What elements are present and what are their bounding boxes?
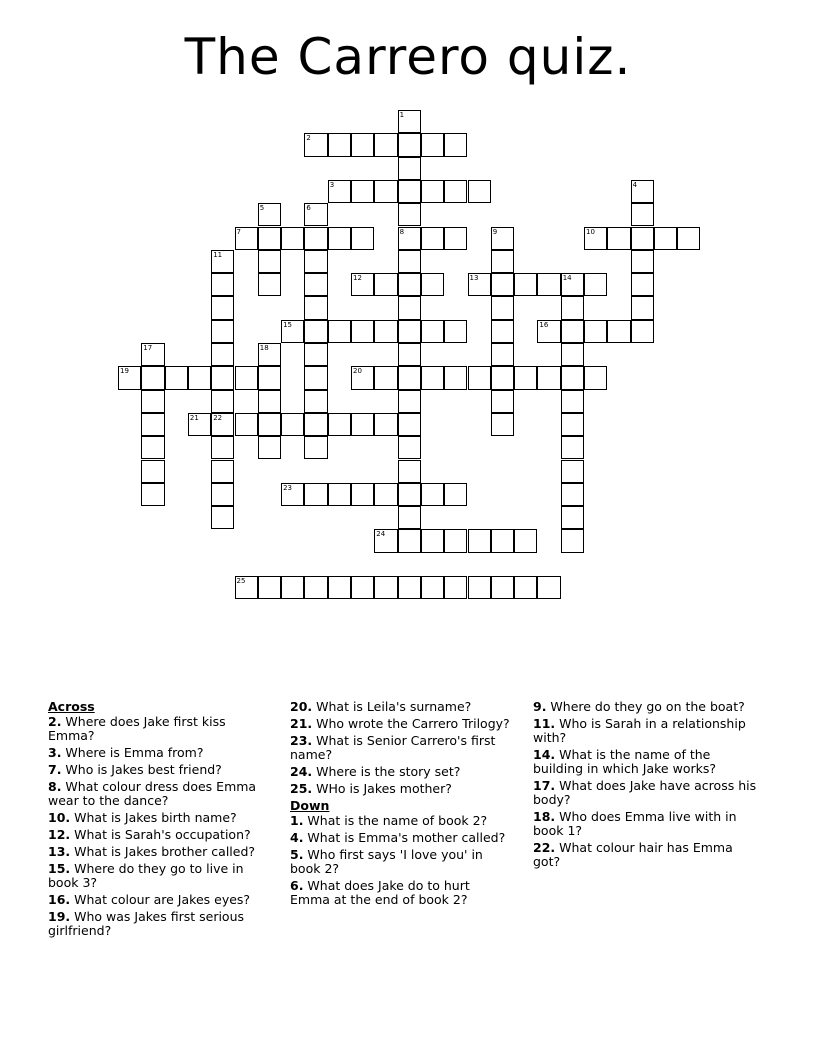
clue-number-label: 22. <box>533 840 556 855</box>
clue-text: What is Jakes brother called? <box>70 844 256 859</box>
clue-number-label: 1. <box>290 813 304 828</box>
clue-item <box>290 765 512 779</box>
grid-cell[interactable] <box>537 273 560 296</box>
page-title: The Carrero quiz. <box>184 28 632 86</box>
grid-cell[interactable] <box>584 273 607 296</box>
clue-number-label: 7. <box>48 762 62 777</box>
grid-cell[interactable] <box>304 413 327 436</box>
clue-text: Where does Jake first kiss Emma? <box>48 714 226 743</box>
grid-cell[interactable] <box>351 413 374 436</box>
grid-cell[interactable] <box>398 390 421 413</box>
grid-cell[interactable] <box>304 343 327 366</box>
grid-cell[interactable] <box>631 320 654 343</box>
grid-cell[interactable] <box>421 483 444 506</box>
clue-item <box>290 700 512 714</box>
grid-cell[interactable] <box>211 273 234 296</box>
grid-cell[interactable] <box>584 227 607 250</box>
grid-cell[interactable] <box>561 460 584 483</box>
grid-cell[interactable] <box>561 413 584 436</box>
grid-cell[interactable] <box>398 413 421 436</box>
grid-cell[interactable] <box>561 506 584 529</box>
clue-item <box>48 845 273 859</box>
grid-cell[interactable] <box>631 227 654 250</box>
grid-cell[interactable] <box>398 366 421 389</box>
clue-number: 3 <box>329 180 335 189</box>
clue-number-label: 8. <box>48 779 62 794</box>
grid-cell[interactable] <box>398 250 421 273</box>
clue-item <box>48 715 273 743</box>
grid-cell[interactable] <box>374 576 397 599</box>
clue-number: 20 <box>353 367 362 376</box>
grid-cell[interactable] <box>421 273 444 296</box>
clue-item <box>48 763 273 777</box>
grid-cell[interactable] <box>141 366 164 389</box>
clue-number-label: 23. <box>290 733 313 748</box>
grid-cell[interactable] <box>398 483 421 506</box>
grid-cell[interactable] <box>421 576 444 599</box>
grid-cell[interactable] <box>584 366 607 389</box>
grid-cell[interactable] <box>211 483 234 506</box>
clue-item <box>533 779 763 807</box>
grid-cell[interactable] <box>654 227 677 250</box>
grid-cell[interactable] <box>374 483 397 506</box>
grid-cell[interactable] <box>351 133 374 156</box>
clue-item <box>290 848 512 876</box>
grid-cell[interactable] <box>398 157 421 180</box>
grid-cell[interactable] <box>374 529 397 552</box>
grid-cell[interactable] <box>398 110 421 133</box>
grid-cell[interactable] <box>304 320 327 343</box>
grid-cell[interactable] <box>537 576 560 599</box>
clue-item <box>48 862 273 890</box>
clue-number-label: 21. <box>290 716 313 731</box>
clue-number-label: 11. <box>533 716 556 731</box>
grid-cell[interactable] <box>211 320 234 343</box>
grid-cell[interactable] <box>421 180 444 203</box>
clue-item <box>533 700 763 714</box>
clue-text: What is Sarah's occupation? <box>70 827 251 842</box>
grid-cell[interactable] <box>304 133 327 156</box>
grid-cell[interactable] <box>141 413 164 436</box>
grid-cell[interactable] <box>491 366 514 389</box>
clue-text: What colour are Jakes eyes? <box>70 892 251 907</box>
grid-cell[interactable] <box>468 576 491 599</box>
clue-item <box>48 893 273 907</box>
clue-number: 11 <box>213 250 223 259</box>
grid-cell[interactable] <box>281 227 304 250</box>
grid-cell[interactable] <box>444 529 467 552</box>
grid-cell[interactable] <box>444 366 467 389</box>
grid-cell[interactable] <box>258 273 281 296</box>
clue-item <box>48 828 273 842</box>
grid-cell[interactable] <box>561 296 584 319</box>
clue-text: What is the name of the building in which Jake works? <box>533 747 716 776</box>
clue-heading-down: Down <box>290 798 330 813</box>
grid-cell[interactable] <box>351 273 374 296</box>
grid-cell[interactable] <box>118 366 141 389</box>
grid-cell[interactable] <box>491 227 514 250</box>
clue-text: What is Leila's surname? <box>312 699 472 714</box>
grid-cell[interactable] <box>491 296 514 319</box>
grid-cell[interactable] <box>258 366 281 389</box>
grid-cell[interactable] <box>561 436 584 459</box>
grid-cell[interactable] <box>141 460 164 483</box>
clue-item <box>290 782 512 796</box>
clue-number-label: 20. <box>290 699 313 714</box>
grid-cell[interactable] <box>444 133 467 156</box>
grid-cell[interactable] <box>398 529 421 552</box>
clue-item <box>48 910 273 938</box>
grid-cell[interactable] <box>561 529 584 552</box>
clue-number-label: 4. <box>290 830 304 845</box>
grid-cell[interactable] <box>491 273 514 296</box>
clue-text: Where is the story set? <box>312 764 461 779</box>
grid-cell[interactable] <box>561 366 584 389</box>
clue-number-label: 19. <box>48 909 71 924</box>
grid-cell[interactable] <box>211 296 234 319</box>
clue-text: What colour dress does Emma wear to the dance? <box>48 779 257 808</box>
clue-item <box>533 717 763 745</box>
clue-number-label: 14. <box>533 747 556 762</box>
clue-number: 6 <box>306 204 311 213</box>
grid-cell[interactable] <box>211 436 234 459</box>
grid-cell[interactable] <box>398 296 421 319</box>
clue-number: 24 <box>376 530 386 539</box>
clue-number-label: 17. <box>533 778 556 793</box>
clue-text: WHo is Jakes mother? <box>312 781 452 796</box>
clue-number: 19 <box>120 367 129 376</box>
clue-column-1 <box>48 700 273 941</box>
clue-item <box>48 811 273 825</box>
clue-text: What colour hair has Emma got? <box>533 840 733 869</box>
grid-cell[interactable] <box>304 203 327 226</box>
grid-cell[interactable] <box>304 436 327 459</box>
grid-cell[interactable] <box>304 273 327 296</box>
clue-item <box>533 841 763 869</box>
grid-cell[interactable] <box>304 250 327 273</box>
grid-cell[interactable] <box>258 203 281 226</box>
grid-cell[interactable] <box>514 273 537 296</box>
clue-item <box>290 814 512 828</box>
grid-cell[interactable] <box>211 506 234 529</box>
grid-cell[interactable] <box>631 203 654 226</box>
grid-cell[interactable] <box>351 366 374 389</box>
clue-item <box>290 879 512 907</box>
grid-cell[interactable] <box>561 390 584 413</box>
clue-text: Where do they go to live in book 3? <box>48 861 244 890</box>
grid-cell[interactable] <box>444 227 467 250</box>
grid-cell[interactable] <box>211 366 234 389</box>
grid-cell[interactable] <box>537 320 560 343</box>
grid-cell[interactable] <box>398 180 421 203</box>
clue-number: 22 <box>213 413 223 422</box>
grid-cell[interactable] <box>235 227 258 250</box>
clue-number-label: 15. <box>48 861 71 876</box>
grid-cell[interactable] <box>328 320 351 343</box>
grid-cell[interactable] <box>491 529 514 552</box>
grid-cell[interactable] <box>351 483 374 506</box>
clue-number: 1 <box>399 111 405 119</box>
grid-cell[interactable] <box>398 227 421 250</box>
grid-cell[interactable] <box>351 227 374 250</box>
grid-cell[interactable] <box>374 180 397 203</box>
clue-number-label: 6. <box>290 878 304 893</box>
grid-cell[interactable] <box>491 576 514 599</box>
clue-text: Where do they go on the boat? <box>546 699 745 714</box>
grid-cell[interactable] <box>561 320 584 343</box>
clue-number: 18 <box>259 344 269 352</box>
grid-cell[interactable] <box>235 576 258 599</box>
grid-cell[interactable] <box>561 483 584 506</box>
grid-cell[interactable] <box>491 250 514 273</box>
clue-item <box>290 734 512 762</box>
grid-cell[interactable] <box>141 483 164 506</box>
grid-cell[interactable] <box>584 320 607 343</box>
clue-number-label: 2. <box>48 714 62 729</box>
clue-number-label: 3. <box>48 745 62 760</box>
grid-cell[interactable] <box>235 366 258 389</box>
clue-number-label: 5. <box>290 847 304 862</box>
grid-cell[interactable] <box>444 483 467 506</box>
grid-cell[interactable] <box>398 460 421 483</box>
clue-column-3 <box>533 700 763 872</box>
grid-cell[interactable] <box>398 203 421 226</box>
grid-cell[interactable] <box>351 320 374 343</box>
clue-number-label: 13. <box>48 844 71 859</box>
clue-number: 13 <box>469 274 479 283</box>
grid-cell[interactable] <box>374 273 397 296</box>
clue-text: What does Jake have across his body? <box>533 778 757 807</box>
grid-cell[interactable] <box>211 460 234 483</box>
clue-number: 8 <box>399 227 405 236</box>
grid-cell[interactable] <box>398 133 421 156</box>
grid-cell[interactable] <box>328 413 351 436</box>
clue-number: 2 <box>306 134 311 143</box>
grid-cell[interactable] <box>281 576 304 599</box>
grid-cell[interactable] <box>328 133 351 156</box>
grid-cell[interactable] <box>631 180 654 203</box>
clue-item <box>290 717 512 731</box>
grid-cell[interactable] <box>561 273 584 296</box>
grid-cell[interactable] <box>491 320 514 343</box>
grid-cell[interactable] <box>398 320 421 343</box>
grid-cell[interactable] <box>398 576 421 599</box>
grid-cell[interactable] <box>491 413 514 436</box>
clue-item <box>290 831 512 845</box>
grid-cell[interactable] <box>421 366 444 389</box>
clue-number-label: 25. <box>290 781 313 796</box>
grid-cell[interactable] <box>235 413 258 436</box>
grid-cell[interactable] <box>607 227 630 250</box>
clue-number-label: 10. <box>48 810 71 825</box>
clue-number: 7 <box>236 227 241 236</box>
grid-cell[interactable] <box>491 343 514 366</box>
grid-cell[interactable] <box>211 343 234 366</box>
grid-cell[interactable] <box>398 436 421 459</box>
clue-number: 15 <box>283 320 293 329</box>
grid-cell[interactable] <box>281 483 304 506</box>
grid-cell[interactable] <box>328 180 351 203</box>
grid-cell[interactable] <box>258 413 281 436</box>
grid-cell[interactable] <box>258 250 281 273</box>
grid-cell[interactable] <box>631 273 654 296</box>
grid-cell[interactable] <box>468 273 491 296</box>
grid-cell[interactable] <box>537 366 560 389</box>
grid-cell[interactable] <box>258 390 281 413</box>
clue-text: Who wrote the Carrero Trilogy? <box>312 716 510 731</box>
grid-cell[interactable] <box>351 180 374 203</box>
clue-number: 17 <box>143 344 153 352</box>
grid-cell[interactable] <box>141 390 164 413</box>
clue-number: 16 <box>539 320 549 329</box>
grid-cell[interactable] <box>374 320 397 343</box>
grid-cell[interactable] <box>514 529 537 552</box>
grid-cell[interactable] <box>677 227 700 250</box>
clue-number-label: 16. <box>48 892 71 907</box>
clue-number-label: 18. <box>533 809 556 824</box>
grid-cell[interactable] <box>188 413 211 436</box>
grid-cell[interactable] <box>631 250 654 273</box>
clue-number: 23 <box>283 483 293 492</box>
clue-number: 10 <box>586 227 595 236</box>
clue-number: 12 <box>353 274 362 283</box>
clue-heading-across: Across <box>48 699 95 714</box>
grid-cell[interactable] <box>468 529 491 552</box>
grid-cell[interactable] <box>421 320 444 343</box>
clue-item <box>533 748 763 776</box>
grid-cell[interactable] <box>421 227 444 250</box>
grid-cell[interactable] <box>188 366 211 389</box>
grid-cell[interactable] <box>398 343 421 366</box>
grid-cell[interactable] <box>328 227 351 250</box>
clue-text: What is Jakes birth name? <box>70 810 237 825</box>
grid-cell[interactable] <box>491 390 514 413</box>
grid-cell[interactable] <box>374 366 397 389</box>
grid-cell[interactable] <box>211 413 234 436</box>
grid-cell[interactable] <box>258 343 281 366</box>
grid-cell[interactable] <box>514 366 537 389</box>
grid-cell[interactable] <box>281 320 304 343</box>
grid-cell[interactable] <box>468 180 491 203</box>
grid-cell[interactable] <box>398 273 421 296</box>
grid-cell[interactable] <box>304 296 327 319</box>
clue-number: 5 <box>259 204 265 213</box>
grid-cell[interactable] <box>398 506 421 529</box>
grid-cell[interactable] <box>304 483 327 506</box>
grid-cell[interactable] <box>328 576 351 599</box>
grid-cell[interactable] <box>258 576 281 599</box>
grid-cell[interactable] <box>514 576 537 599</box>
clue-number: 21 <box>189 413 199 422</box>
clue-item <box>48 746 273 760</box>
grid-cell[interactable] <box>304 576 327 599</box>
clue-text: Who is Sarah in a relationship with? <box>533 716 746 745</box>
grid-cell[interactable] <box>304 227 327 250</box>
clue-text: What is Senior Carrero's first name? <box>290 733 496 762</box>
grid-cell[interactable] <box>374 413 397 436</box>
grid-cell[interactable] <box>141 436 164 459</box>
grid-cell[interactable] <box>444 320 467 343</box>
clue-text: Where is Emma from? <box>61 745 204 760</box>
clue-text: Who first says 'I love you' in book 2? <box>290 847 483 876</box>
grid-cell[interactable] <box>211 390 234 413</box>
clue-item <box>48 780 273 808</box>
grid-cell[interactable] <box>421 529 444 552</box>
grid-cell[interactable] <box>165 366 188 389</box>
grid-cell[interactable] <box>468 366 491 389</box>
clue-number: 25 <box>236 577 246 585</box>
clue-text: Who is Jakes best friend? <box>61 762 222 777</box>
clue-text: What is the name of book 2? <box>303 813 488 828</box>
grid-cell[interactable] <box>607 320 630 343</box>
grid-cell[interactable] <box>421 133 444 156</box>
grid-cell[interactable] <box>374 133 397 156</box>
grid-cell[interactable] <box>444 576 467 599</box>
clue-text: What does Jake do to hurt Emma at the end of book 2? <box>290 878 470 907</box>
grid-cell[interactable] <box>328 483 351 506</box>
grid-cell[interactable] <box>444 180 467 203</box>
grid-cell[interactable] <box>258 436 281 459</box>
clue-text: Who was Jakes first serious girlfriend? <box>48 909 245 938</box>
grid-cell[interactable] <box>304 366 327 389</box>
clue-text: What is Emma's mother called? <box>303 830 506 845</box>
clue-number: 9 <box>492 227 498 236</box>
clue-column-2 <box>290 700 512 910</box>
clue-number-label: 12. <box>48 827 71 842</box>
grid-cell[interactable] <box>304 390 327 413</box>
clue-number: 14 <box>562 274 572 283</box>
grid-cell[interactable] <box>631 296 654 319</box>
grid-cell[interactable] <box>351 576 374 599</box>
grid-cell[interactable] <box>561 343 584 366</box>
grid-cell[interactable] <box>211 250 234 273</box>
clue-item <box>533 810 763 838</box>
grid-cell[interactable] <box>281 413 304 436</box>
clue-number: 4 <box>632 180 638 189</box>
clue-text: Who does Emma live with in book 1? <box>533 809 737 838</box>
clue-number-label: 24. <box>290 764 313 779</box>
grid-cell[interactable] <box>258 227 281 250</box>
grid-cell[interactable] <box>141 343 164 366</box>
clue-number-label: 9. <box>533 699 547 714</box>
